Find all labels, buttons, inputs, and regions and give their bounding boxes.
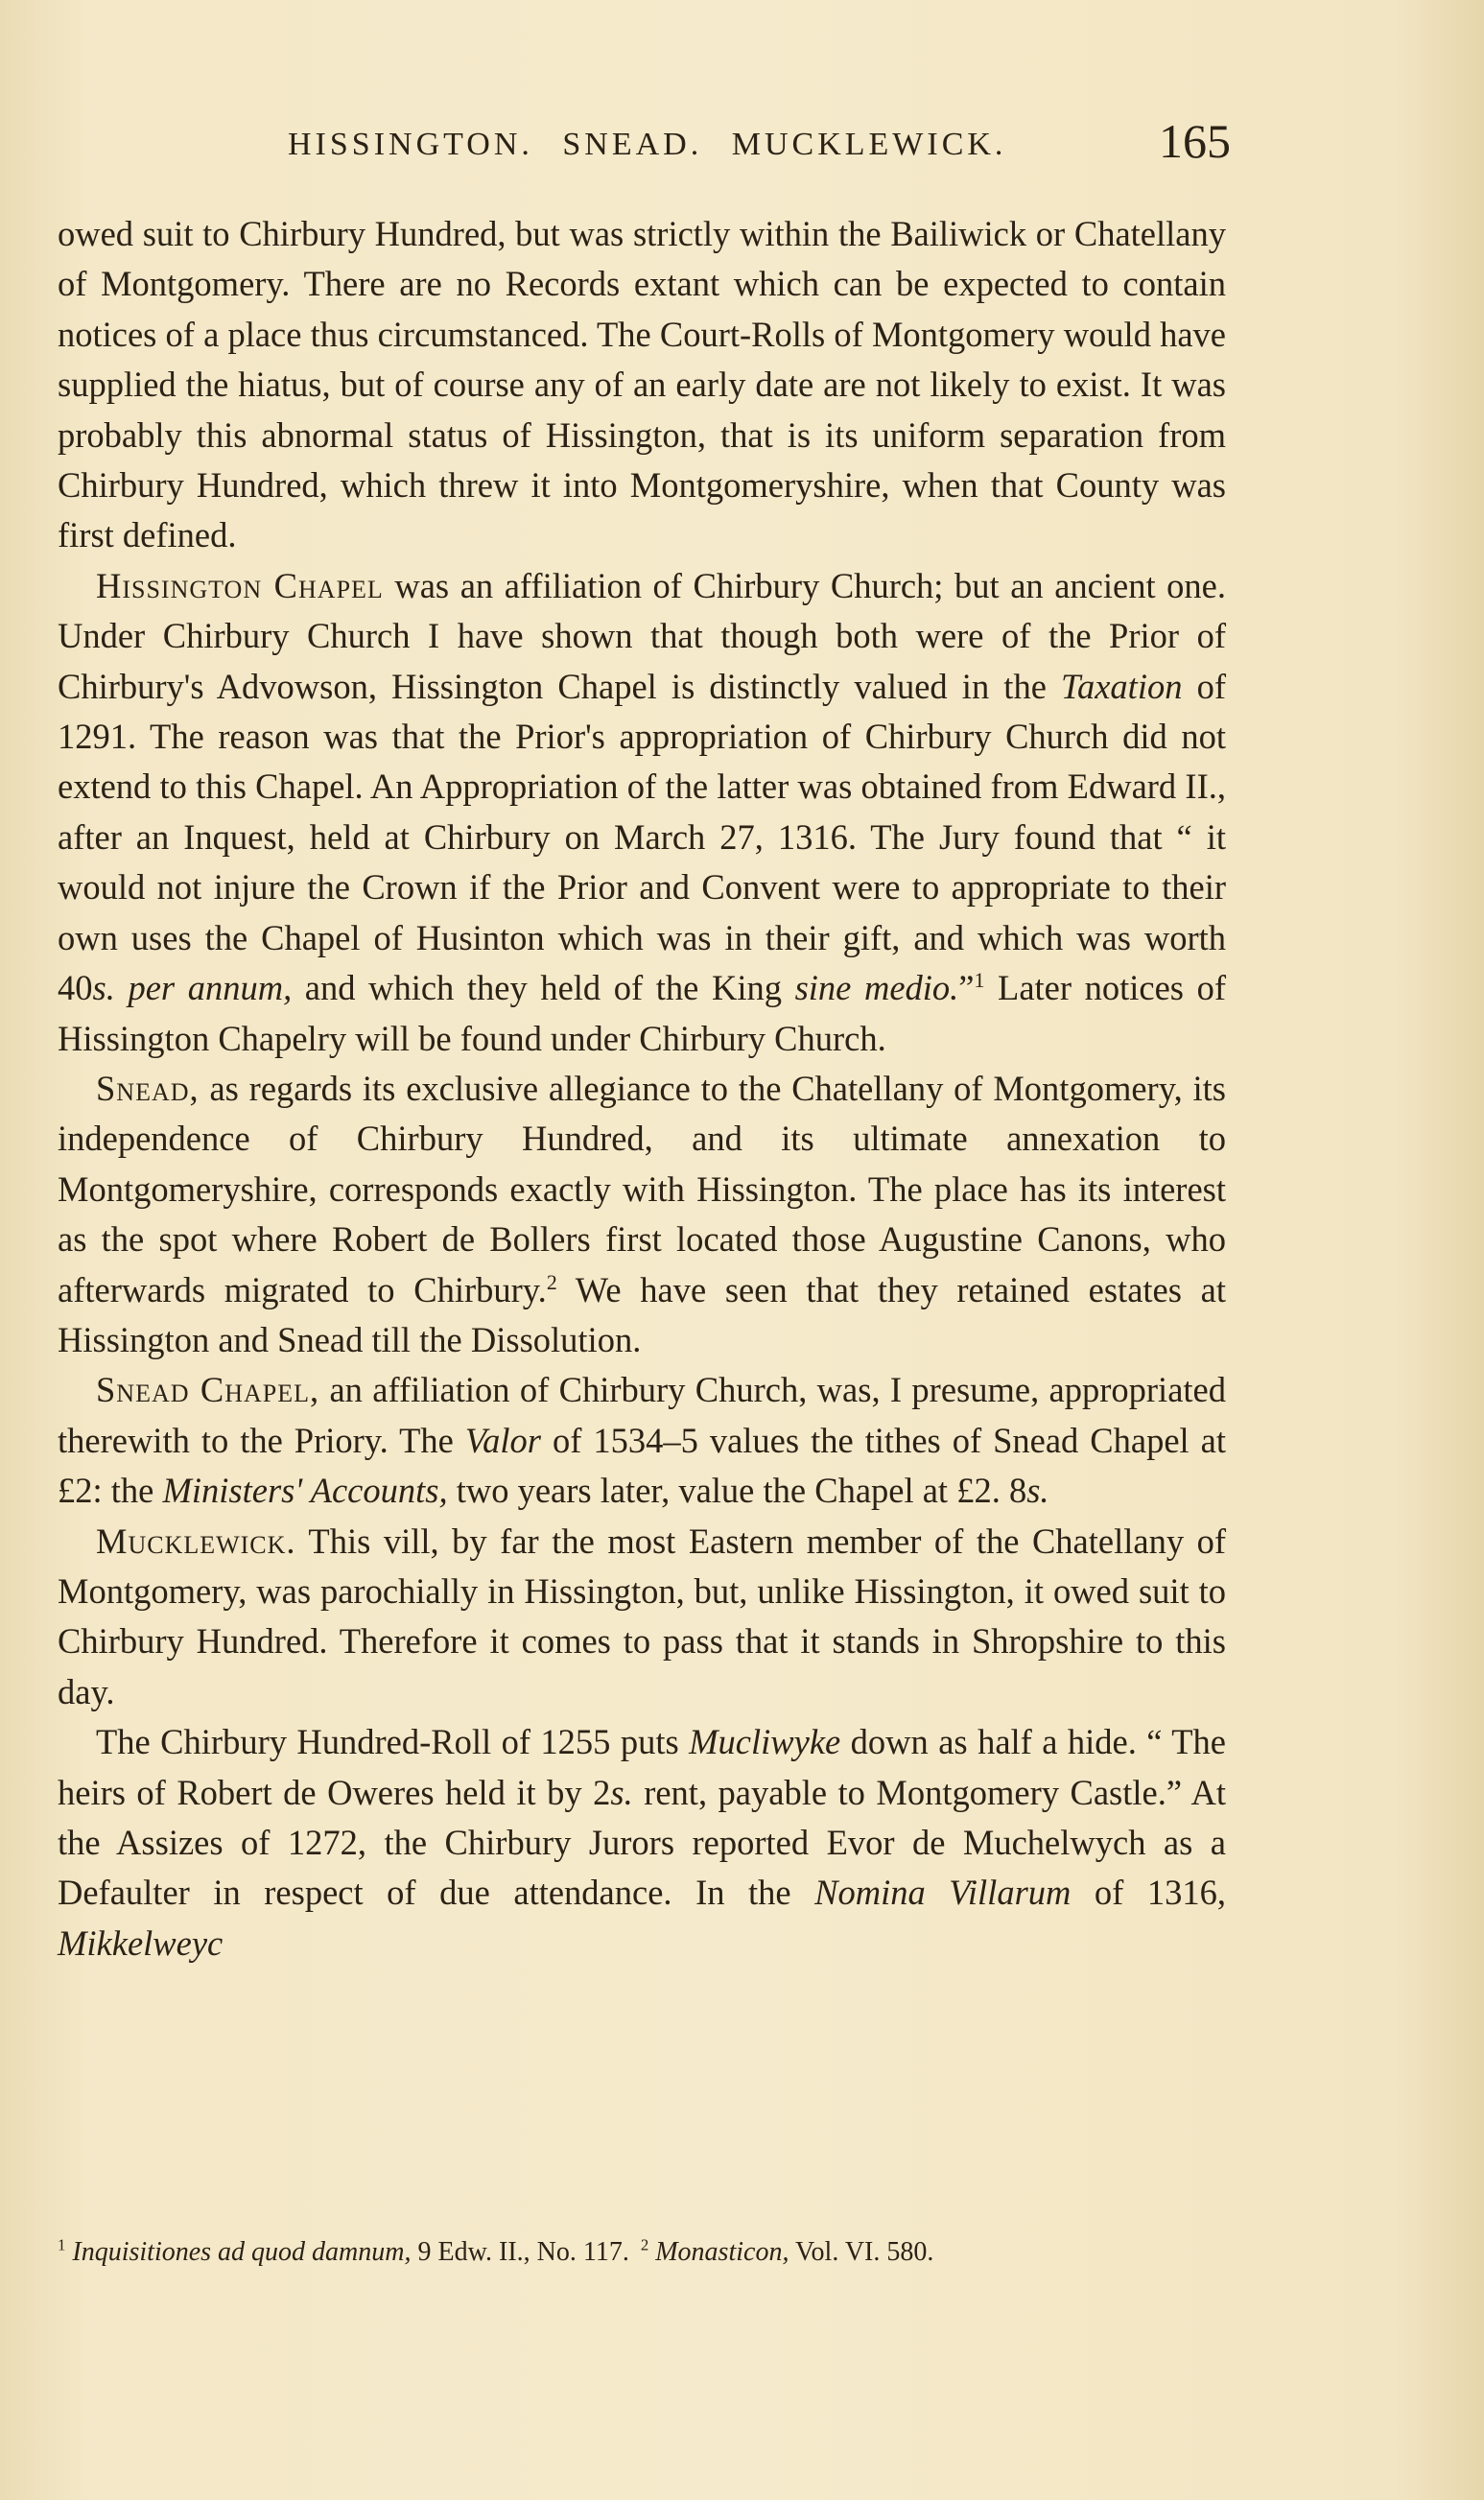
body-text	[58, 209, 1226, 1969]
paragraph-snead-chapel: Snead Chapel, an affiliation of Chirbury Church, was, I presume, appropriated therewith to the Priory. The Valor of 1534–5 values the tithes of Snead Chapel at £2: the Ministers' Accounts, two years later, value the Chapel at £2. 8s.	[58, 1370, 1227, 1511]
footnote-ref-1: 1	[974, 967, 985, 992]
footnote-ref-2: 2	[546, 1269, 557, 1294]
section-lead-snead-chapel: Snead Chapel,	[96, 1370, 320, 1410]
paragraph-hundred-roll: The Chirbury Hundred-Roll of 1255 puts Mucliwyke down as half a hide. “ The heirs of Robert de Oweres held it by 2s. rent, payable to Montgomery Castle.” At the Assizes of 1272, the Chirbury Jurors reported Evor de Muchelwych as a Defaulter in respect of due attendance. In the Nomina Villarum of 1316, Mikkelweyc	[58, 1722, 1227, 1963]
page-number: 165	[1159, 114, 1231, 168]
page-header	[58, 113, 1266, 180]
footnote-2: $^2$ Monasticon, Vol. VI. 580.	[640, 2235, 934, 2267]
paragraph-hissington-chapel: Hissington Chapel was an affiliation of Chirbury Church; but an ancient one. Under Chirbury Church I have shown that though both were of the Prior of Chirbury's Advowson, Hissington Chapel is distinctly valued in the Taxation of 1291. The reason was that the Prior's appropriation of Chirbury Church did not extend to this Chapel. An Appropriation of the latter was obtained from Edward II., after an Inquest, held at Chirbury on March 27, 1316. The Jury found that “ it would not injure the Crown if the Prior and Convent were to appropriate to their own uses the Chapel of Husinton which was in their gift, and which was worth 40s. per annum, and which they held of the King sine medio.”$^1$ Later notices of Hissington Chapelry will be found under Chirbury Church.	[58, 565, 1227, 1058]
footnote-1: $^1$ Inquisitiones ad quod damnum, 9 Edw. II., No. 117.	[58, 2235, 629, 2267]
paragraph-hissington-status: owed suit to Chirbury Hundred, but was strictly within the Bailiwick or Chatellany of Montgomery. There are no Records extant which can be expected to contain notices of a place thus circumstanced. The Court-Rolls of Montgomery would have supplied the hiatus, but of course any of an early date are not likely to exist. It was probably this abnormal status of Hissington, that is its uniform separation from Chirbury Hundred, which threw it into Montgomeryshire, when that County was first defined.	[58, 214, 1226, 555]
section-lead-hissington-chapel: Hissington Chapel	[96, 565, 384, 605]
running-title: HISSINGTON. SNEAD. MUCKLEWICK.	[288, 127, 1007, 162]
paragraph-snead: Snead, as regards its exclusive allegiance to the Chatellany of Montgomery, its independence of Chirbury Hundred, and its ultimate annexation to Montgomeryshire, corresponds exactly with Hissington. The place has its interest as the spot where Robert de Bollers first located those Augustine Canons, who afterwards migrated to Chirbury.$^2$ We have seen that they retained estates at Hissington and Snead till the Dissolution.	[58, 1068, 1226, 1359]
section-lead-snead: Snead,	[96, 1068, 200, 1108]
section-lead-mucklewick: Mucklewick.	[96, 1521, 296, 1561]
paragraph-mucklewick: Mucklewick. This vill, by far the most Eastern member of the Chatellany of Montgomery, was parochially in Hissington, but, unlike Hissington, it owed suit to Chirbury Hundred. Therefore it comes to pass that it stands in Shropshire to this day.	[58, 1521, 1226, 1711]
footnotes	[58, 2233, 1226, 2272]
